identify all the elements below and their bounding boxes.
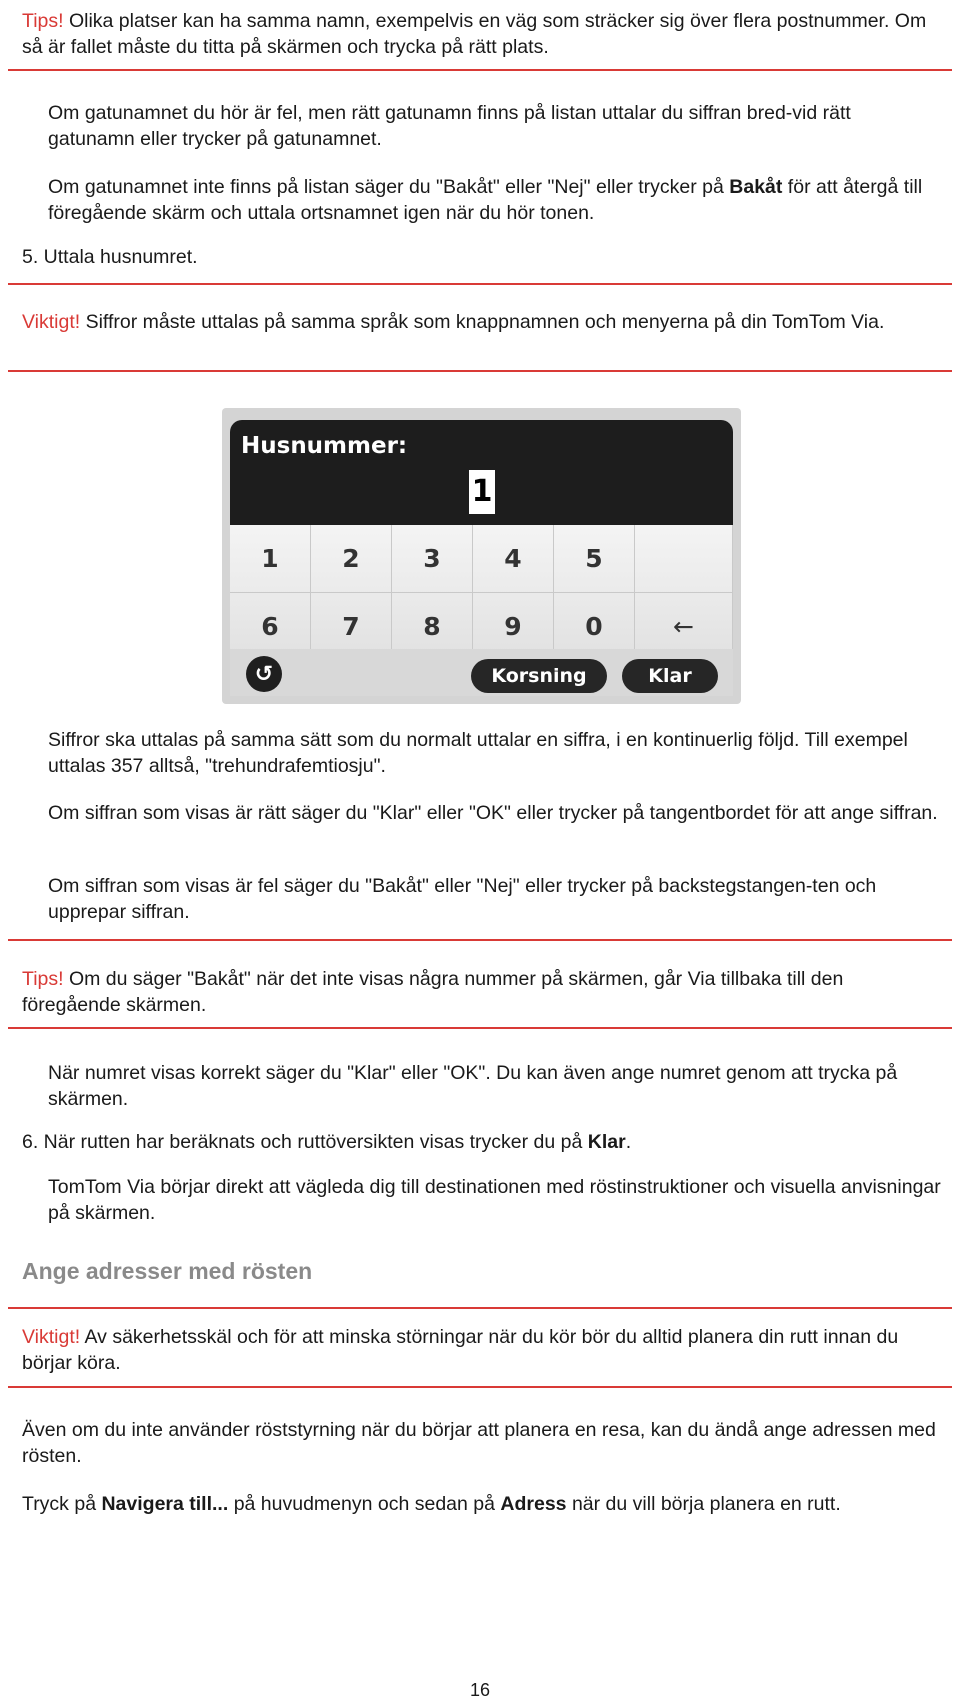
divider bbox=[8, 370, 952, 372]
key-8[interactable]: 8 bbox=[392, 593, 473, 661]
divider bbox=[8, 1307, 952, 1309]
important-box bbox=[22, 1324, 942, 1376]
key-blank[interactable] bbox=[635, 525, 733, 593]
tip-text: Olika platser kan ha samma namn, exempelvis en väg som sträcker sig över flera postnummer. Om så är fallet måste du titta på skärmen och trycka på rätt plats. bbox=[22, 10, 927, 58]
important-label: Viktigt! bbox=[22, 311, 81, 333]
tip-box bbox=[22, 8, 942, 60]
step-6 bbox=[22, 1129, 942, 1155]
important-text: Siffror måste uttalas på samma språk som knappnamnen och menyerna på din TomTom Via. bbox=[80, 311, 885, 333]
tip-text: Om du säger "Bakåt" när det inte visas några nummer på skärmen, går Via tillbaka till den föregående skärmen. bbox=[22, 968, 844, 1016]
paragraph: Även om du inte använder röststyrning när du börjar att planera en resa, kan du ändå ange adressen med rösten. bbox=[22, 1419, 936, 1467]
house-number-value: 1 bbox=[469, 470, 495, 514]
paragraph: Om gatunamnet du hör är fel, men rätt gatunamn finns på listan uttalar du siffran bred-vid rätt gatunamn eller trycker på gatunamnet. bbox=[48, 102, 851, 150]
section-heading: Ange adresser med rösten bbox=[22, 1258, 313, 1284]
important-box bbox=[22, 309, 942, 335]
text: . bbox=[625, 1131, 632, 1153]
text: Om gatunamnet inte finns på listan säger du "Bakåt" eller "Nej" eller trycker på bbox=[48, 176, 730, 198]
key-6[interactable]: 6 bbox=[230, 593, 311, 661]
divider bbox=[8, 283, 952, 285]
text: 6. När rutten har beräknats och ruttöversikten visas trycker du på bbox=[22, 1131, 588, 1153]
text: på huvudmenyn och sedan på bbox=[228, 1493, 501, 1515]
bold-text: Bakåt bbox=[729, 176, 783, 198]
paragraph: Siffror ska uttalas på samma sätt som du normalt uttalar en siffra, i en kontinuerlig följd. Till exempel uttalas 357 alltså, "trehundrafemtiosju". bbox=[48, 729, 908, 777]
screen-title: Husnummer: bbox=[241, 433, 408, 459]
important-label: Viktigt! bbox=[22, 1326, 81, 1348]
divider bbox=[8, 1027, 952, 1029]
tip-label: Tips! bbox=[22, 968, 64, 990]
tip-label: Tips! bbox=[22, 10, 64, 32]
key-3[interactable]: 3 bbox=[392, 525, 473, 593]
text: för att återgå till föregående skärm och uttala ortsnamnet igen när du hör tonen. bbox=[48, 176, 923, 224]
paragraph: TomTom Via börjar direkt att vägleda dig till destinationen med röstinstruktioner och visuella anvisningar på skärmen. bbox=[48, 1176, 941, 1224]
paragraph bbox=[48, 174, 953, 226]
paragraph: Om siffran som visas är rätt säger du "Klar" eller "OK" eller trycker på tangentbordet för att ange siffran. bbox=[48, 802, 938, 824]
paragraph: Om siffran som visas är fel säger du "Bakåt" eller "Nej" eller trycker på backstegstangen-ten och upprepar siffran. bbox=[48, 875, 877, 923]
backspace-icon[interactable]: ← bbox=[635, 593, 733, 661]
tip-box bbox=[22, 966, 942, 1018]
bold-text: Adress bbox=[500, 1493, 567, 1515]
paragraph bbox=[22, 1491, 952, 1517]
divider bbox=[8, 69, 952, 71]
house-number-screen bbox=[230, 420, 733, 696]
text: Tryck på bbox=[22, 1493, 102, 1515]
key-0[interactable]: 0 bbox=[554, 593, 635, 661]
divider bbox=[8, 1386, 952, 1388]
klar-button[interactable]: Klar bbox=[622, 659, 718, 693]
divider bbox=[8, 939, 952, 941]
paragraph: När numret visas korrekt säger du "Klar" eller "OK". Du kan även ange numret genom att trycka på skärmen. bbox=[48, 1062, 898, 1110]
key-1[interactable]: 1 bbox=[230, 525, 311, 593]
korsning-button[interactable]: Korsning bbox=[471, 659, 607, 693]
key-2[interactable]: 2 bbox=[311, 525, 392, 593]
step-5: 5. Uttala husnumret. bbox=[22, 246, 198, 268]
key-5[interactable]: 5 bbox=[554, 525, 635, 593]
undo-icon[interactable]: ↺ bbox=[246, 656, 282, 692]
page-number: 16 bbox=[469, 1680, 491, 1700]
device-screenshot bbox=[222, 408, 741, 704]
key-9[interactable]: 9 bbox=[473, 593, 554, 661]
bold-text: Navigera till... bbox=[101, 1493, 229, 1515]
key-4[interactable]: 4 bbox=[473, 525, 554, 593]
text: när du vill börja planera en rutt. bbox=[566, 1493, 841, 1515]
bold-text: Klar bbox=[587, 1131, 626, 1153]
important-text: Av säkerhetsskäl och för att minska störningar när du kör bör du alltid planera din rutt innan du börjar köra. bbox=[22, 1326, 899, 1374]
key-7[interactable]: 7 bbox=[311, 593, 392, 661]
